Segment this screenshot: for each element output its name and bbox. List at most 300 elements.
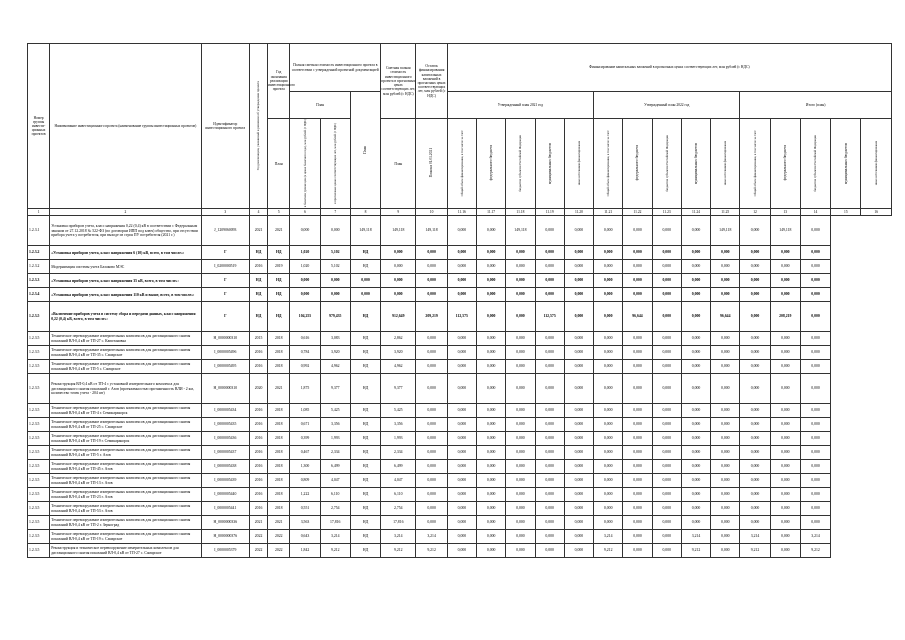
financing-value: 0,000 <box>740 260 770 274</box>
estimated-cost: 6,499 <box>381 460 416 474</box>
project-id: I_0000005496 <box>201 346 249 360</box>
financing-value: 0,000 <box>800 374 830 404</box>
financing-value: 0,000 <box>477 432 506 446</box>
col-header-project-id: Идентификатор инвестиционного проекта <box>201 44 249 209</box>
col-header-estimated-cost: Сметная полная стоимость инвестиционного проекта в прогнозных ценах соответствующих лет, млн рублей (с НДС) <box>381 44 416 119</box>
financing-value: 0,000 <box>711 544 740 558</box>
col-header-2022-mun: муниципальных бюджетов <box>681 119 710 209</box>
financing-value: 0,000 <box>447 274 476 288</box>
financing-value: 0,000 <box>623 404 652 418</box>
end-year: НД <box>268 302 290 332</box>
financing-value: 0,000 <box>594 488 623 502</box>
financing-value: 0,000 <box>623 502 652 516</box>
table-row <box>28 516 892 530</box>
financing-value: 149,118 <box>416 216 447 246</box>
col-header-start-year: Год реализации, указанный в решении об утверждении проекта <box>250 44 268 209</box>
column-number: 5 <box>268 209 290 216</box>
project-id: I_0000005436 <box>201 432 249 446</box>
financing-value: 0,000 <box>711 502 740 516</box>
row-number: 1.2.3.2 <box>28 246 50 260</box>
financing-value: 0,000 <box>564 404 593 418</box>
col-header-end-plan: План <box>268 119 290 209</box>
financing-value: 9,212 <box>800 544 830 558</box>
column-number-row <box>28 209 892 216</box>
col-header-full-cost: Полная сметная стоимость инвестиционного проекта в соответствии с утвержденной проектной документацией <box>290 44 381 92</box>
financing-value: 0,000 <box>681 474 710 488</box>
financing-value: 0,000 <box>477 360 506 374</box>
financing-value: 0,000 <box>740 274 770 288</box>
estimated-cost: 912,649 <box>381 302 416 332</box>
financing-value: 0,000 <box>652 474 681 488</box>
cost-plan: НД <box>350 360 380 374</box>
project-name: «Установка приборов учета, класс напряжения 6 (10) кВ, всего, в том числе»: <box>50 246 201 260</box>
financing-value: 0,000 <box>800 216 830 246</box>
financing-value: 0,000 <box>623 288 652 302</box>
start-year: НД <box>250 302 268 332</box>
end-year: 2018 <box>268 474 290 488</box>
end-year: 2018 <box>268 460 290 474</box>
cost-base: 0,643 <box>290 530 320 544</box>
financing-value: 0,000 <box>711 332 740 346</box>
financing-value: 0,000 <box>447 404 476 418</box>
financing-value: 0,000 <box>800 332 830 346</box>
project-name: Реконструкция и техническое перевооружение измерительных комплексов для дистанционного снятия показаний ВЛ-0,4 кВ от ТП-27 с. Самарское <box>50 544 201 558</box>
end-year: 2022 <box>268 530 290 544</box>
start-year: 2016 <box>250 432 268 446</box>
financing-value: 0,000 <box>416 360 447 374</box>
column-number: 11.18 <box>506 209 535 216</box>
financing-value: 0,000 <box>681 346 710 360</box>
row-number: 1.2.3.3 <box>28 274 50 288</box>
project-name: Техническое перевооружение измерительных комплексов для дистанционного снятия показаний ВЛ-0,4 кВ от ТП-45 г. Азов <box>50 460 201 474</box>
financing-value: 0,000 <box>770 260 800 274</box>
financing-value: 0,000 <box>681 374 710 404</box>
financing-value: 0,000 <box>740 418 770 432</box>
financing-value: 0,000 <box>477 460 506 474</box>
financing-value: 0,000 <box>477 374 506 404</box>
financing-value: 0,000 <box>623 418 652 432</box>
column-number: 13 <box>770 209 800 216</box>
cost-base: 0,616 <box>290 332 320 346</box>
row-number: 1.2.3.5 <box>28 346 50 360</box>
cost-plan: НД <box>350 530 380 544</box>
financing-value: 0,000 <box>477 530 506 544</box>
financing-value: 0,000 <box>535 432 564 446</box>
end-year: НД <box>268 246 290 260</box>
financing-value: 0,000 <box>535 332 564 346</box>
project-id: H_0000000310 <box>201 332 249 346</box>
financing-value: 0,000 <box>594 288 623 302</box>
financing-value: 0,000 <box>681 404 710 418</box>
column-number: 14 <box>800 209 830 216</box>
financing-value: 0,000 <box>711 288 740 302</box>
project-id: Г <box>201 246 249 260</box>
financing-value: 0,000 <box>681 360 710 374</box>
financing-value: 0,000 <box>535 274 564 288</box>
financing-value: 0,000 <box>564 460 593 474</box>
table-row <box>28 460 892 474</box>
table-row <box>28 530 892 544</box>
col-header-2021-oth: иных источников финансирования <box>564 119 593 209</box>
financing-value: 0,000 <box>506 516 535 530</box>
financing-value: 0,000 <box>477 516 506 530</box>
project-name: «Включение приборов учета в систему сбора и передачи данных, класс напряжения 0,22 (0,4) кВ, всего, в том числе»: <box>50 302 201 332</box>
financing-value: 0,000 <box>623 274 652 288</box>
financing-value: 0,000 <box>447 332 476 346</box>
column-number: 1 <box>28 209 50 216</box>
end-year: 2018 <box>268 446 290 460</box>
column-number: 16 <box>861 209 892 216</box>
financing-value: 0,000 <box>623 346 652 360</box>
financing-value: 0,000 <box>535 404 564 418</box>
financing-value: 0,000 <box>416 274 447 288</box>
investment-table <box>27 43 892 558</box>
financing-value: 0,000 <box>652 288 681 302</box>
cost-base: 3,563 <box>290 516 320 530</box>
cost-base: 0,467 <box>290 446 320 460</box>
financing-value: 0,000 <box>652 374 681 404</box>
financing-value: 0,000 <box>740 374 770 404</box>
table-row <box>28 246 892 260</box>
cost-forecast: 0,000 <box>320 274 350 288</box>
financing-value: 0,000 <box>447 374 476 404</box>
financing-value: 0,000 <box>506 474 535 488</box>
table-row <box>28 360 892 374</box>
financing-value: 0,000 <box>623 332 652 346</box>
financing-value: 0,000 <box>652 502 681 516</box>
col-header-estimated-plan: План <box>381 119 416 209</box>
col-header-2021-mun: муниципальных бюджетов <box>535 119 564 209</box>
col-header-base-prices: в базисном уровне цен (в ценах базисного года), млн рублей (с НДС) <box>290 119 320 209</box>
financing-value: 0,000 <box>711 418 740 432</box>
start-year: НД <box>250 274 268 288</box>
financing-value: 0,000 <box>564 530 593 544</box>
financing-value: 0,000 <box>800 360 830 374</box>
financing-value: 0,000 <box>447 216 476 246</box>
financing-value: 0,000 <box>416 474 447 488</box>
financing-value: 0,000 <box>770 460 800 474</box>
project-name: Установка приборов учета, класс напряжения 0,22 (0,4) кВ в соответствии с Федеральным законом от 27.12.2018 № 522-ФЗ (по договорам ИПП под ключ) общество, при отсутствии прибора учета у потребителя, при выходе из строя ПУ потребителя (2021 г.) <box>50 216 201 246</box>
financing-value: 0,000 <box>564 474 593 488</box>
financing-value: 0,000 <box>770 374 800 404</box>
end-year: 2018 <box>268 346 290 360</box>
column-number: 4 <box>250 209 268 216</box>
financing-value: 0,000 <box>711 246 740 260</box>
col-header-full-cost-plan: План <box>290 92 351 119</box>
column-number: 12 <box>740 209 770 216</box>
project-name: «Установка приборов учета, класс напряжения 110 кВ и выше, всего, в том числе»: <box>50 288 201 302</box>
cost-forecast: 3,083 <box>320 332 350 346</box>
financing-value: 0,000 <box>506 446 535 460</box>
financing-value: 0,000 <box>506 404 535 418</box>
financing-value: 0,000 <box>770 516 800 530</box>
financing-value: 0,000 <box>770 288 800 302</box>
cost-forecast: 9,377 <box>320 374 350 404</box>
financing-value: 0,000 <box>681 418 710 432</box>
financing-value: 0,000 <box>800 516 830 530</box>
project-name: Техническое перевооружение измерительных комплексов для дистанционного снятия показаний ВЛ-0,4 кВ от ТП-5 г. Азов <box>50 446 201 460</box>
financing-value: 0,000 <box>535 374 564 404</box>
financing-value: 0,000 <box>564 346 593 360</box>
start-year: 2015 <box>250 332 268 346</box>
financing-value: 0,000 <box>535 246 564 260</box>
table-row <box>28 274 892 288</box>
financing-value: 0,000 <box>564 246 593 260</box>
financing-value: 0,000 <box>770 346 800 360</box>
cost-base: 1,020 <box>290 260 320 274</box>
financing-value: 0,000 <box>535 418 564 432</box>
financing-value: 0,000 <box>564 516 593 530</box>
project-id: I_0000005434 <box>201 404 249 418</box>
financing-value: 0,000 <box>711 374 740 404</box>
end-year: 2018 <box>268 404 290 418</box>
cost-plan: НД <box>350 446 380 460</box>
financing-value: 0,000 <box>416 488 447 502</box>
financing-value: 0,000 <box>594 474 623 488</box>
cost-plan: НД <box>350 332 380 346</box>
row-number: 1.2.3.5 <box>28 432 50 446</box>
cost-base: 0,399 <box>290 432 320 446</box>
financing-value: 0,000 <box>594 404 623 418</box>
start-year: 2021 <box>250 516 268 530</box>
financing-value: 0,000 <box>506 544 535 558</box>
financing-value: 0,000 <box>506 360 535 374</box>
project-name: Техническое перевооружение измерительных комплексов для дистанционного снятия показаний ВЛ-0,4 кВ от ТП-4 г. Семикаракорск <box>50 404 201 418</box>
financing-value: 0,000 <box>681 488 710 502</box>
row-number: 1.2.3.5 <box>28 374 50 404</box>
financing-value: 0,000 <box>594 260 623 274</box>
row-number: 1.2.3.5 <box>28 332 50 346</box>
financing-value: 0,000 <box>416 346 447 360</box>
project-id: H_0000000376 <box>201 530 249 544</box>
financing-value: 0,000 <box>564 544 593 558</box>
financing-value: 3,214 <box>800 530 830 544</box>
financing-value: 0,000 <box>506 346 535 360</box>
financing-value: 0,000 <box>740 332 770 346</box>
cost-plan: НД <box>350 488 380 502</box>
financing-value: 0,000 <box>477 274 506 288</box>
cost-plan: 0,000 <box>350 274 380 288</box>
financing-value: 0,000 <box>594 432 623 446</box>
financing-value: 0,000 <box>594 446 623 460</box>
financing-value: 0,000 <box>416 516 447 530</box>
financing-value: 0,000 <box>652 530 681 544</box>
cost-forecast: 1,993 <box>320 432 350 446</box>
financing-value: 0,000 <box>652 432 681 446</box>
financing-value: 0,000 <box>652 544 681 558</box>
financing-value: 0,000 <box>535 346 564 360</box>
financing-value: 0,000 <box>623 260 652 274</box>
financing-value: 0,000 <box>740 460 770 474</box>
financing-value: 96,644 <box>711 302 740 332</box>
financing-value: 0,000 <box>564 216 593 246</box>
financing-value: 0,000 <box>477 488 506 502</box>
col-header-financing: Финансирование капитальных вложений в прогнозных ценах соответствующих лет, млн рублей (с НДС) <box>447 44 891 92</box>
financing-value: 0,000 <box>447 474 476 488</box>
financing-value: 0,000 <box>447 460 476 474</box>
start-year: НД <box>250 246 268 260</box>
financing-value: 0,000 <box>535 516 564 530</box>
start-year: 2016 <box>250 460 268 474</box>
row-number: 1.2.3.5 <box>28 530 50 544</box>
financing-value: 0,000 <box>770 446 800 460</box>
col-header-2022-reg: бюджетов субъектов Российской Федерации <box>652 119 681 209</box>
table-row <box>28 302 892 332</box>
cost-plan: НД <box>350 418 380 432</box>
project-id: I_0000005437 <box>201 446 249 460</box>
cost-plan: НД <box>350 460 380 474</box>
financing-value: 0,000 <box>564 374 593 404</box>
financing-value: 0,000 <box>740 502 770 516</box>
financing-value: 0,000 <box>477 260 506 274</box>
cost-base: 1,300 <box>290 460 320 474</box>
project-id: Г <box>201 274 249 288</box>
end-year: 2021 <box>268 216 290 246</box>
row-number: 1.2.3.5 <box>28 516 50 530</box>
estimated-cost: 9,377 <box>381 374 416 404</box>
financing-value: 0,000 <box>477 302 506 332</box>
financing-value: 0,000 <box>477 332 506 346</box>
financing-value: 0,000 <box>594 460 623 474</box>
financing-value: 0,000 <box>594 502 623 516</box>
col-header-sub3: План <box>350 92 380 209</box>
cost-forecast: 9,212 <box>320 544 350 558</box>
cost-plan: НД <box>350 474 380 488</box>
cost-forecast: 3,356 <box>320 418 350 432</box>
project-id: I_0000005495 <box>201 360 249 374</box>
financing-value: 0,000 <box>652 346 681 360</box>
cost-plan: НД <box>350 502 380 516</box>
table-row <box>28 288 892 302</box>
project-id: Г <box>201 288 249 302</box>
estimated-cost: 149,118 <box>381 216 416 246</box>
col-header-remaining-financing: Остаток финансирования капитальных вложений в прогнозных ценах соответствующих лет, млн рублей (с НДС) <box>416 44 447 119</box>
start-year: 2016 <box>250 346 268 360</box>
project-name: Техническое перевооружение измерительных комплексов для дистанционного снятия показаний ВЛ-0,4 кВ от ТП-13 г. Азов <box>50 474 201 488</box>
financing-value: 0,000 <box>711 516 740 530</box>
financing-value: 0,000 <box>711 346 740 360</box>
financing-value: 0,000 <box>447 544 476 558</box>
cost-base: 0,551 <box>290 502 320 516</box>
estimated-cost: 0,000 <box>381 260 416 274</box>
column-number: 7 <box>320 209 350 216</box>
estimated-cost: 0,000 <box>381 288 416 302</box>
financing-value: 0,000 <box>506 418 535 432</box>
financing-value: 0,000 <box>711 488 740 502</box>
financing-value: 0,000 <box>770 418 800 432</box>
cost-base: 0,784 <box>290 346 320 360</box>
row-number: 1.2.3.5 <box>28 404 50 418</box>
cost-plan: НД <box>350 260 380 274</box>
financing-value: 0,000 <box>535 216 564 246</box>
financing-value: 208,219 <box>770 302 800 332</box>
table-row <box>28 418 892 432</box>
column-number: 11.23 <box>652 209 681 216</box>
column-number: 11.21 <box>594 209 623 216</box>
financing-value: 0,000 <box>594 360 623 374</box>
financing-value: 149,118 <box>506 216 535 246</box>
cost-forecast: 3,214 <box>320 530 350 544</box>
financing-value: 9,212 <box>594 544 623 558</box>
financing-value: 3,214 <box>740 530 770 544</box>
financing-value: 0,000 <box>564 488 593 502</box>
financing-value: 3,214 <box>681 530 710 544</box>
column-number: 6 <box>290 209 320 216</box>
financing-value: 0,000 <box>416 446 447 460</box>
financing-value: 0,000 <box>535 260 564 274</box>
financing-value: 0,000 <box>740 432 770 446</box>
financing-value: 112,575 <box>447 302 476 332</box>
cost-forecast: 979,435 <box>320 302 350 332</box>
financing-value: 0,000 <box>506 432 535 446</box>
financing-value: 0,000 <box>711 260 740 274</box>
cost-base: 0,000 <box>290 274 320 288</box>
project-id: I_0000005439 <box>201 474 249 488</box>
table-row <box>28 446 892 460</box>
project-name: Техническое перевооружение измерительных комплексов для дистанционного снятия показаний ВЛ-0,4 кВ от ТП-5 с. Самарское <box>50 360 201 374</box>
financing-value: 0,000 <box>564 288 593 302</box>
financing-value: 0,000 <box>623 544 652 558</box>
cost-forecast: 0,000 <box>320 216 350 246</box>
end-year: 2019 <box>268 260 290 274</box>
row-number: 1.2.3.5 <box>28 502 50 516</box>
cost-plan: НД <box>350 302 380 332</box>
financing-value: 0,000 <box>681 216 710 246</box>
financing-value: 0,000 <box>535 360 564 374</box>
financing-value: 0,000 <box>416 260 447 274</box>
financing-value: 0,000 <box>535 544 564 558</box>
financing-value: 0,000 <box>800 302 830 332</box>
financing-value: 0,000 <box>447 246 476 260</box>
financing-value: 0,000 <box>535 446 564 460</box>
estimated-cost: 9,212 <box>381 544 416 558</box>
estimated-cost: 3,356 <box>381 418 416 432</box>
column-number: 3 <box>201 209 249 216</box>
financing-value: 0,000 <box>447 516 476 530</box>
cost-base: 0,000 <box>290 216 320 246</box>
project-name: Техническое перевооружение измерительных комплексов для дистанционного снятия показаний ВЛ-0,4 кВ от ТП-19 г. Семикаракорск <box>50 432 201 446</box>
cost-plan: 0,000 <box>350 288 380 302</box>
financing-value: 0,000 <box>800 346 830 360</box>
project-name: Техническое перевооружение измерительных комплексов для дистанционного снятия показаний ВЛ-0,4 кВ от ТП-2 г. Зерноград <box>50 516 201 530</box>
col-header-plan-2022: Утвержденный план 2022 год <box>594 92 740 119</box>
financing-value: 0,000 <box>535 474 564 488</box>
table-row <box>28 404 892 418</box>
project-name: Реконструкция ВЛ-0,4 кВ от ТП-4 с установкой измерительного комплекса для дистанционного снятия показаний г. Азов (протяженностью протяженность ВЛИ - 2 км, количество точек учета - 204 шт) <box>50 374 201 404</box>
financing-value: 0,000 <box>416 432 447 446</box>
estimated-cost: 6,110 <box>381 488 416 502</box>
financing-value: 0,000 <box>740 360 770 374</box>
financing-value: 0,000 <box>447 260 476 274</box>
col-header-total-reg: бюджетов субъектов Российской Федерации <box>800 119 830 209</box>
financing-value: 0,000 <box>416 288 447 302</box>
financing-value: 0,000 <box>652 260 681 274</box>
financing-value: 0,000 <box>652 446 681 460</box>
cost-plan: НД <box>350 374 380 404</box>
estimated-cost: 3,920 <box>381 346 416 360</box>
project-name: Техническое перевооружение измерительных комплексов для дистанционного снятия показаний ВЛ-0,4 кВ от ТП-35 с. Самарское <box>50 346 201 360</box>
financing-value: 0,000 <box>800 404 830 418</box>
financing-value: 0,000 <box>800 288 830 302</box>
financing-value: 0,000 <box>681 502 710 516</box>
financing-value: 0,000 <box>594 418 623 432</box>
financing-value: 0,000 <box>770 360 800 374</box>
estimated-cost: 0,000 <box>381 274 416 288</box>
financing-value: 0,000 <box>416 418 447 432</box>
financing-value: 0,000 <box>800 474 830 488</box>
row-number: 1.2.3.5 <box>28 360 50 374</box>
financing-value: 0,000 <box>652 516 681 530</box>
